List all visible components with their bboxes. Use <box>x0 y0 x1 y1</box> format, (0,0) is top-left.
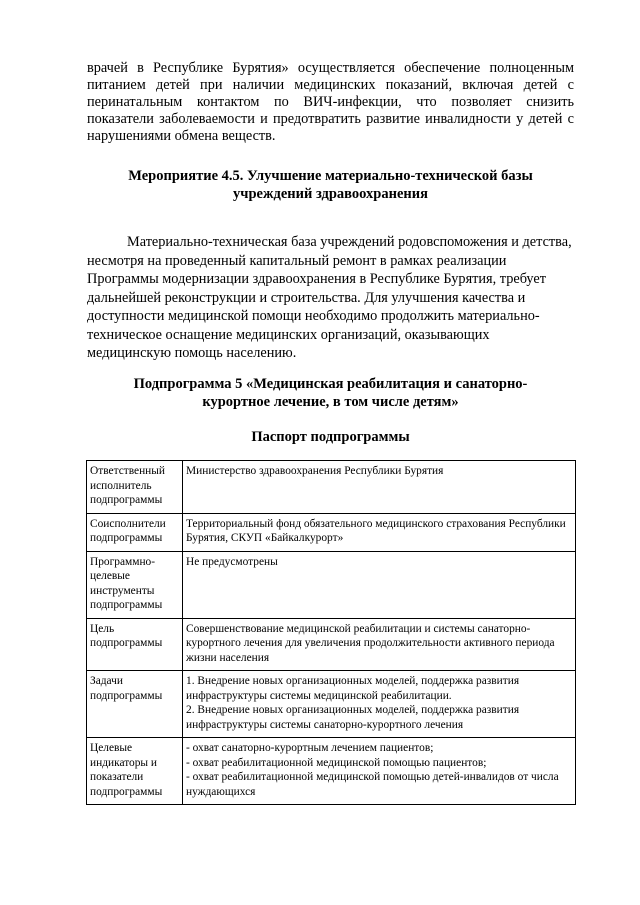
row-value <box>183 551 576 618</box>
measure-paragraph-text: Материально-техническая база учреждений родовспоможения и детства, несмотря на проведенный капитальный ремонт в рамках реализации Программы модернизации здравоохранения в Республике Бурятия, требует дальнейшей реконструкции и строительства. Для улучшения качества и доступности медицинской помощи необходимо продолжить материально-техническое оснащение медицинских организаций, оказывающих медицинскую помощь населению. <box>87 234 572 362</box>
row-label: Цель подпрограммы <box>87 618 183 671</box>
intro-paragraph <box>87 60 574 145</box>
row-value-line: - охват реабилитационной медицинской помощью детей-инвалидов от числа нуждающихся <box>186 771 559 798</box>
row-value-line: 1. Внедрение новых организационных моделей, поддержка развития инфраструктуры системы медицинской реабилитации. <box>186 675 520 702</box>
row-value <box>183 461 576 514</box>
row-label: Ответственный исполнитель подпрограммы <box>87 461 183 514</box>
passport-table <box>86 460 576 805</box>
measure-heading-line1: Мероприятие 4.5. Улучшение материально-технической базы <box>128 168 533 184</box>
row-value-line: Территориальный фонд обязательного медицинского страхования Республики Бурятия, СКУП «Байкалкурорт» <box>186 517 566 544</box>
subprogram-heading-line1: Подпрограмма 5 «Медицинская реабилитация и санаторно- <box>133 376 528 392</box>
table-row <box>87 461 576 514</box>
row-value <box>183 513 576 551</box>
subprogram-heading-line2: курортное лечение, в том числе детям» <box>202 394 459 410</box>
measure-heading <box>87 167 574 203</box>
row-label: Целевые индикаторы и показатели подпрограммы <box>87 738 183 805</box>
measure-heading-line2: учреждений здравоохранения <box>233 186 428 202</box>
table-row <box>87 671 576 738</box>
table-row <box>87 513 576 551</box>
row-value-line: - охват санаторно-курортным лечением пациентов; <box>186 742 434 754</box>
row-value-line: Не предусмотрены <box>186 555 278 568</box>
row-value <box>183 618 576 671</box>
row-value-line: Министерство здравоохранения Республики Бурятия <box>186 465 444 477</box>
subprogram-heading <box>87 375 574 411</box>
row-label: Программно-целевые инструменты подпрограммы <box>87 551 183 618</box>
row-label: Соисполнители подпрограммы <box>87 513 183 551</box>
row-value-line: - охват реабилитационной медицинской помощью пациентов; <box>186 756 487 769</box>
row-label: Задачи подпрограммы <box>87 671 183 738</box>
passport-heading <box>87 428 574 446</box>
row-value-line: Совершенствование медицинской реабилитации и системы санаторно-курортного лечения для увеличения продолжительности активного периода жизни населения <box>186 622 555 664</box>
measure-paragraph <box>87 219 574 377</box>
table-row <box>87 551 576 618</box>
row-value-line: 2. Внедрение новых организационных моделей, поддержка развития инфраструктуры системы санаторно-курортного лечения <box>186 704 520 731</box>
passport-heading-text: Паспорт подпрограммы <box>251 429 410 445</box>
table-row <box>87 618 576 671</box>
row-value <box>183 738 576 805</box>
table-row <box>87 738 576 805</box>
row-value <box>183 671 576 738</box>
intro-paragraph-text: врачей в Республике Бурятия» осуществляется обеспечение полноценным питанием детей при наличии медицинских показаний, включая детей с перинатальным контактом по ВИЧ-инфекции, что позволяет снизить показатели заболеваемости и предотвратить развитие инвалидности у детей с нарушениями обмена веществ. <box>87 60 574 144</box>
